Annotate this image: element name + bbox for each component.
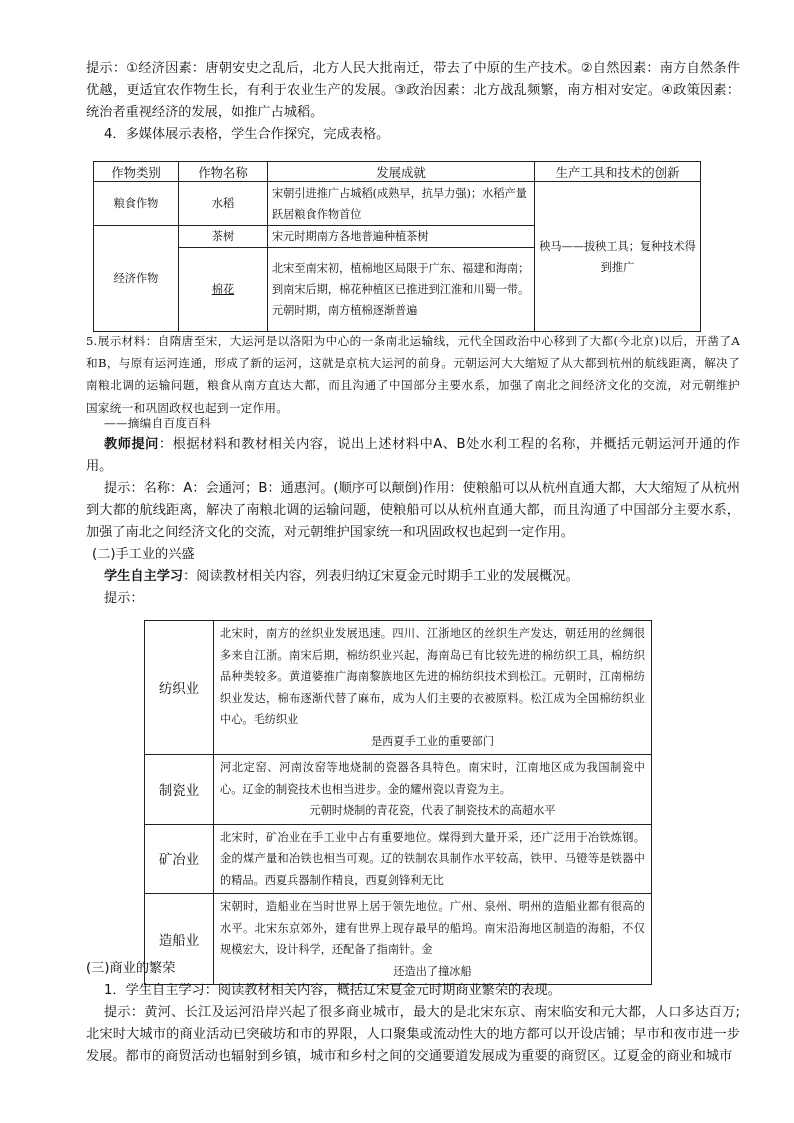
cell-textile-label: 纺织业 — [145, 621, 214, 755]
cell-mining-label: 矿冶业 — [145, 824, 214, 894]
crop-table — [93, 161, 701, 332]
cell-cotton-name — [178, 248, 267, 332]
section-3-heading: (三)商业的繁荣 — [86, 961, 176, 976]
handicraft-table — [144, 620, 652, 985]
header-innovation: 生产工具和技术的创新 — [535, 162, 701, 182]
study-2-text: ：阅读教材相关内容，列表归纳辽宋夏金元时期手工业的发展概况。 — [183, 569, 579, 584]
header-crop-name: 作物名称 — [178, 162, 267, 182]
hint-label: 提示： — [104, 591, 144, 606]
item-5-material: 5.展示材料：自隋唐至宋，大运河是以洛阳为中心的一条南北运输线，元代全国政治中心移到了大都(今北京)以后，开凿了A和B，与原有运河连通，形成了新的运河，这就是京杭大运河的前身。元朝运河大大缩短了从大都到杭州的航线距离，解决了南粮北调的运输问题，粮食从南方直达大都，而且沟通了中国部分主要水系，加强了南北之间经济文化的交流，对元朝维护国家统一和巩固政权也起到一定作用。 — [86, 334, 740, 415]
teacher-question — [86, 434, 740, 478]
study-2 — [104, 566, 740, 588]
cell-porcelain-label: 制瓷业 — [145, 755, 214, 825]
shipbuilding-tail: 还造出了撞冰船 — [393, 964, 472, 978]
porcelain-tail: 元朝时烧制的青花瓷，代表了制瓷技术的高超水平 — [309, 804, 556, 817]
cell-innovation: 秧马——拔秧工具；复种技术得到推广 — [535, 182, 701, 332]
shipbuilding-body: 宋朝时，造船业在当时世界上居于领先地位。广州、泉州、明州的造船业都有很高的水平。北宋东京郊外，建有世界上现存最早的船坞。南宋沿海地区制造的海船，不仅规模宏大，设计科学，还配备了指南针。金 — [220, 900, 645, 956]
cell-textile-text — [214, 621, 652, 755]
source-note: ——摘编自百度百科 — [104, 416, 212, 430]
study-2-label: 学生自主学习 — [104, 569, 184, 584]
cell-porcelain-text — [214, 755, 652, 825]
cell-shipbuilding-label: 造船业 — [145, 894, 214, 985]
porcelain-body: 河北定窑、河南汝窑等地烧制的瓷器各具特色。南宋时，江南地区成为我国制瓷中心。辽金的制瓷技术也相当进步。金的耀州瓷以青瓷为主。 — [220, 761, 645, 796]
cell-rice-achievement: 宋朝引进推广占城稻(成熟早，抗旱力强)；水稻产量跃居粮食作物首位 — [267, 182, 534, 226]
cell-cash-category: 经济作物 — [94, 226, 179, 332]
cell-tea-name: 茶树 — [178, 226, 267, 248]
teacher-question-text: ：根据材料和教材相关内容，说出上述材料中A、B处水利工程的名称，并概括元朝运河开通的作用。 — [86, 437, 740, 475]
cell-rice-name: 水稻 — [178, 182, 267, 226]
cotton-name-text: 棉花 — [211, 283, 235, 296]
hint-paragraph-2: 提示：名称：A：会通河；B：通惠河。(顺序可以颠倒)作用：使粮船可以从杭州直通大都，大大缩短了从杭州到大都的航线距离，解决了南粮北调的运输问题，使粮船可以从杭州直通大都，而且沟通了中国部分主要水系，加强了南北之间经济文化的交流，对元朝维护国家统一和巩固政权也起到一定作用。 — [86, 481, 740, 541]
hint-paragraph-3: 提示：黄河、长江及运河沿岸兴起了很多商业城市，最大的是北宋东京、南宋临安和元大都，人口多达百万;北宋时大城市的商业活动已突破坊和市的界限，人口聚集或流动性大的地方都可以开设店铺；早市和夜市进一步发展。都市的商贸活动也辐射到乡镇，城市和乡村之间的交通要道发展成为重要的商贸区。辽夏金的商业和城市 — [86, 1005, 740, 1065]
teacher-question-label: 教师提问 — [104, 437, 159, 452]
cell-grain-category: 粮食作物 — [94, 182, 179, 226]
study-3: 1．学生自主学习：阅读教材相关内容，概括辽宋夏金元时期商业繁荣的表现。 — [104, 983, 561, 998]
item-4: 4．多媒体展示表格，学生合作探究，完成表格。 — [104, 127, 390, 142]
cell-cotton-achievement: 北宋至南宋初，植棉地区局限于广东、福建和海南；到南宋后期，棉花种植区已推进到江淮和川蜀一带。元朝时期，南方植棉逐渐普遍 — [267, 248, 534, 332]
section-2-heading: (二)手工业的兴盛 — [92, 547, 195, 562]
cell-tea-achievement: 宋元时期南方各地普遍种植茶树 — [267, 226, 534, 248]
hint-paragraph-1: 提示：①经济因素：唐朝安史之乱后，北方人民大批南迁，带去了中原的生产技术。②自然因素：南方自然条件优越，更适宜农作物生长，有利于农业生产的发展。③政治因素：北方战乱频繁，南方相对安定。④政策因素：统治者重视经济的发展，如推广占城稻。 — [86, 61, 740, 121]
textile-tail: 是西夏手工业的重要部门 — [370, 734, 495, 748]
header-achievement: 发展成就 — [267, 162, 534, 182]
textile-body: 北宋时，南方的丝织业发展迅速。四川、江浙地区的丝织生产发达，朝廷用的丝绸很多来自江浙。南宋后期，棉纺织业兴起，海南岛已有比较先进的棉纺织工具，棉纺织品种类较多。黄道婆推广海南黎族地区先进的棉纺织技术到松江。元朝时，江南棉纺织业发达，棉布逐渐代替了麻布，成为人们主要的衣被原料。松江成为全国棉纺织业中心。毛纺织业 — [220, 627, 645, 726]
header-crop-type: 作物类别 — [94, 162, 179, 182]
cell-mining-text: 北宋时，矿冶业在手工业中占有重要地位。煤得到大量开采，还广泛用于冶铁炼钢。金的煤产量和冶铁也相当可观。辽的铁制农具制作水平较高，铁甲、马镫等是铁器中的精品。西夏兵器制作精良，西夏剑锋利无比 — [214, 824, 652, 894]
